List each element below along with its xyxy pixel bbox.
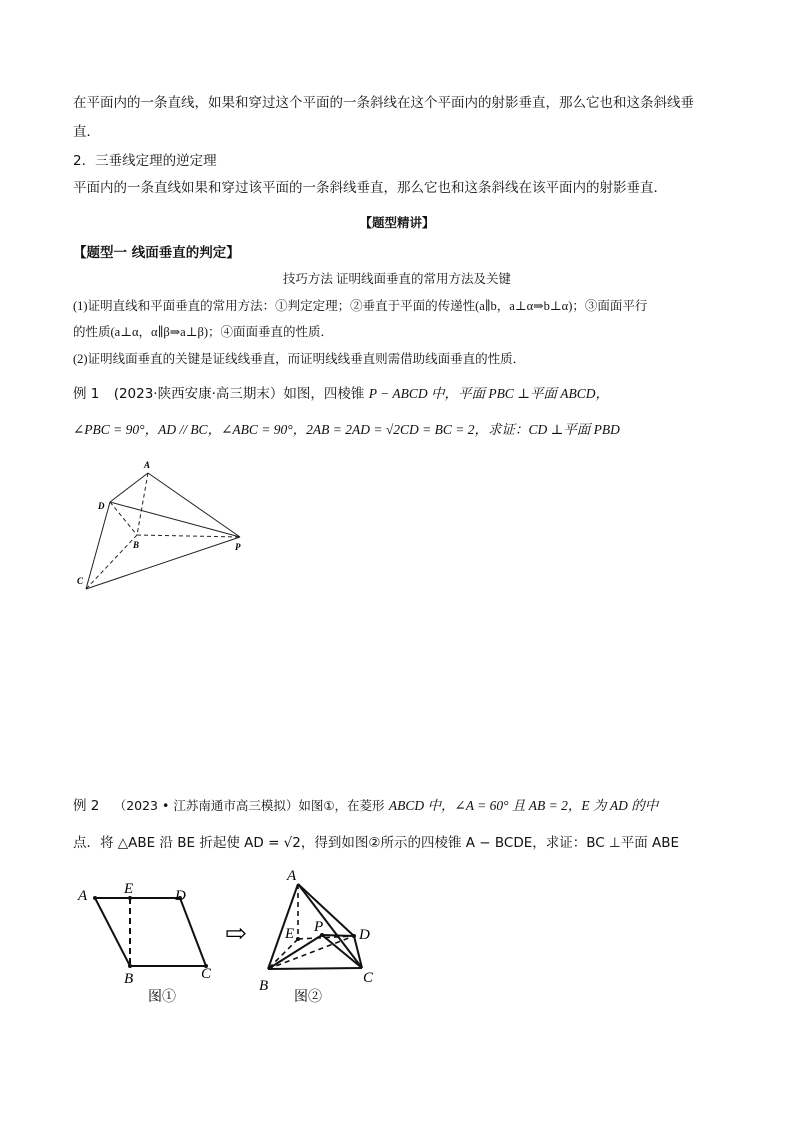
example2-label: 例 2 — [73, 798, 100, 814]
point-p-label: P — [235, 542, 241, 552]
point-b-label: B — [133, 540, 140, 550]
fig1-a-label: A — [78, 888, 88, 904]
fig1-c-label: C — [201, 966, 212, 982]
example1-text-2: ∠PBC = 90°，AD // BC，∠ABC = 90°，2AB = 2AD = √2CD = BC = 2，求证：CD ⊥平面 PBD — [73, 422, 620, 437]
type1-title: 【题型一 线面垂直的判定】 — [73, 245, 240, 261]
point-d-label: D — [98, 501, 105, 511]
example1-source: (2023·陕西安康·高三期末）如图，四棱锥 — [113, 386, 365, 402]
point-c-label: C — [77, 576, 84, 586]
fig1-b-label: B — [124, 971, 134, 987]
fig1-caption: 图① — [148, 990, 176, 1005]
fig2-p-label: P — [314, 919, 324, 935]
fig2-c-label: C — [363, 970, 374, 986]
point-a-label: A — [144, 460, 151, 470]
example2-text-2: 点．将 △ABE 沿 BE 折起使 AD = √2，得到如图②所示的四棱锥 A − BCDE，求证：BC ⊥平面 ABE — [73, 835, 680, 851]
example1-text-1: P − ABCD 中，平面 PBC ⊥平面 ABCD， — [368, 386, 610, 401]
intro-line-1: 在平面内的一条直线，如果和穿过这个平面的一条斜线在这个平面内的射影垂直，那么它也和这条斜线垂 — [73, 95, 694, 111]
fig1-e-label: E — [124, 881, 134, 897]
fig2-b-label: B — [259, 978, 269, 994]
example2-text-1: ABCD 中，∠A = 60° 且 AB = 2，E 为 AD 的中 — [388, 798, 659, 813]
fig2-e-label: E — [285, 926, 295, 942]
converse-theorem-heading: 2．三垂线定理的逆定理 — [73, 153, 217, 169]
tip-title: 技巧方法 证明线面垂直的常用方法及关键 — [282, 272, 512, 286]
fig2-caption: 图② — [294, 990, 322, 1005]
tip-1b: 的性质(a⊥α，α∥β⇒a⊥β)；④面面垂直的性质． — [73, 325, 333, 339]
tip-1a: (1)证明直线和平面垂直的常用方法：①判定定理；②垂直于平面的传递性(a∥b，a⊥α⇒b⊥α)；③面面平行 — [73, 299, 648, 313]
section-title: 【题型精讲】 — [359, 215, 435, 230]
transform-arrow-icon: ⇨ — [225, 919, 247, 948]
example2-source: （2023 • 江苏南通市高三模拟）如图①，在菱形 — [113, 798, 385, 813]
fig1-d-label: D — [175, 888, 186, 904]
fig2-d-label: D — [359, 927, 370, 943]
converse-theorem-text: 平面内的一条直线如果和穿过该平面的一条斜线垂直，那么它也和这条斜线在该平面内的射影垂直． — [73, 180, 667, 196]
intro-line-2: 直． — [73, 124, 100, 140]
tip-2: (2)证明线面垂直的关键是证线线垂直，而证明线线垂直则需借助线面垂直的性质． — [73, 352, 526, 366]
fig2-a-label: A — [287, 868, 297, 884]
example1-label: 例 1 — [73, 386, 100, 402]
